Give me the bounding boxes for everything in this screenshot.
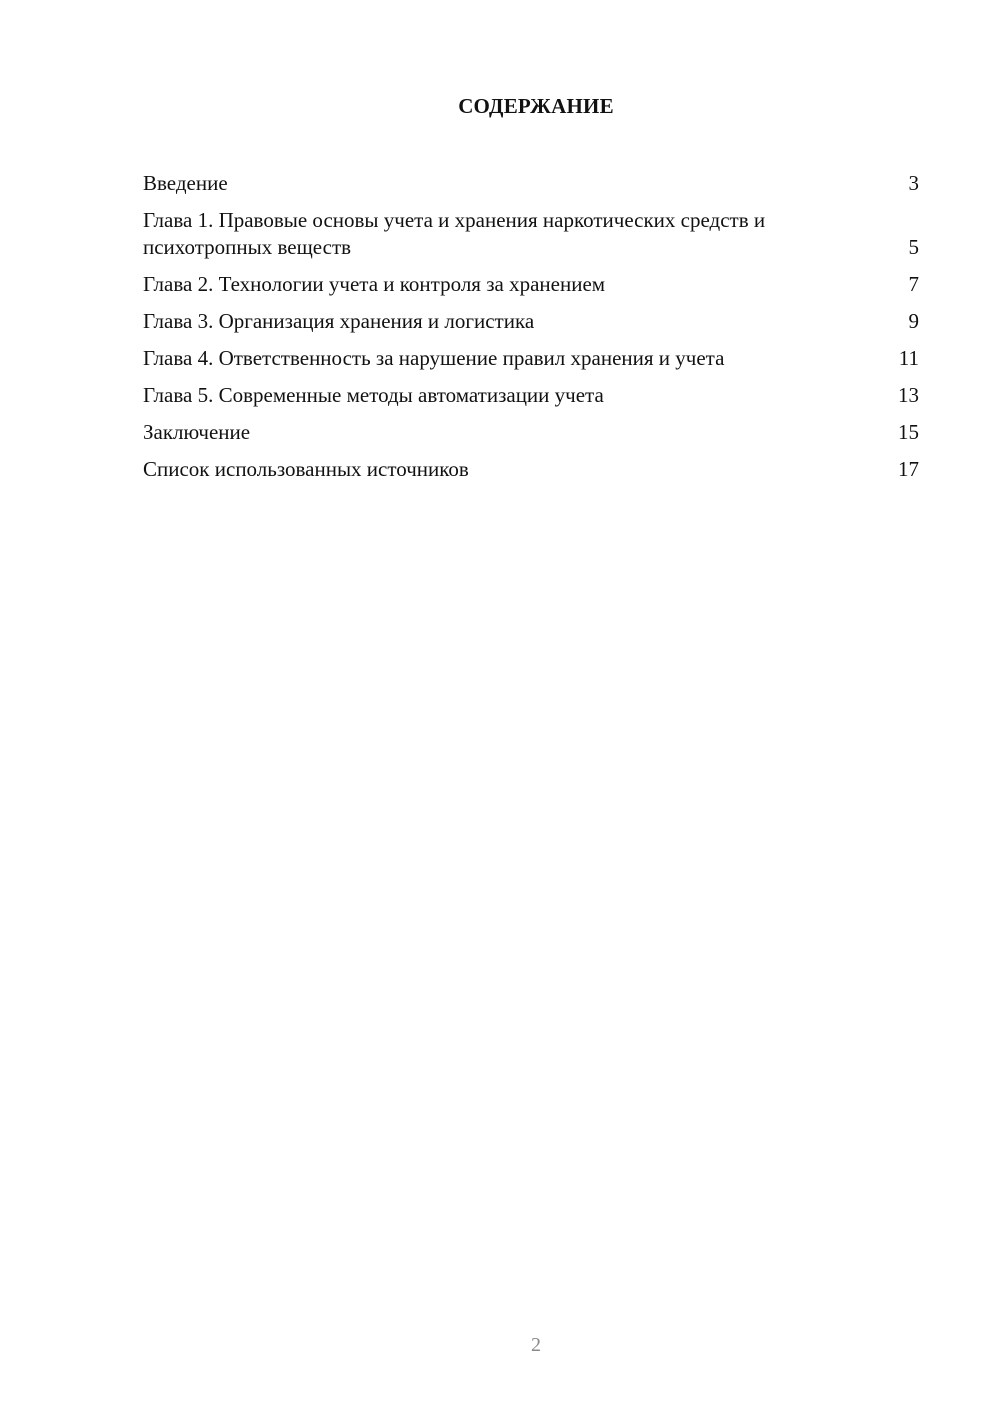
toc-entry-chapter-5[interactable] (143, 382, 919, 409)
toc-entry-label: Глава 3. Организация хранения и логистика (143, 309, 535, 333)
toc-entry-introduction[interactable] (143, 170, 919, 197)
toc-entry-label: Глава 5. Современные методы автоматизации учета (143, 383, 604, 407)
toc-entry-label: Введение (143, 171, 228, 195)
table-of-contents (143, 170, 919, 493)
toc-entry-chapter-1[interactable] (143, 207, 919, 261)
toc-entry-page: 5 (908, 235, 919, 259)
page-number: 2 (531, 1334, 541, 1356)
toc-entry-page: 9 (908, 309, 919, 333)
toc-entry-chapter-2[interactable] (143, 271, 919, 298)
toc-entry-page: 3 (908, 171, 919, 195)
toc-entry-page: 13 (898, 383, 919, 407)
page-title: СОДЕРЖАНИЕ (458, 94, 614, 118)
toc-entry-label: Глава 4. Ответственность за нарушение правил хранения и учета (143, 346, 725, 370)
toc-entry-page: 17 (898, 457, 919, 481)
toc-entry-page: 7 (908, 272, 919, 296)
toc-entry-label: Глава 1. Правовые основы учета и хранения наркотических средств и психотропных веществ (143, 208, 766, 259)
toc-entry-label: Список использованных источников (143, 457, 469, 481)
toc-entry-conclusion[interactable] (143, 419, 919, 446)
toc-entry-chapter-3[interactable] (143, 308, 919, 335)
toc-entry-page: 11 (898, 346, 919, 370)
toc-entry-chapter-4[interactable] (143, 345, 919, 372)
toc-entry-label: Заключение (143, 420, 251, 444)
toc-entry-references[interactable] (143, 456, 919, 483)
toc-entry-label: Глава 2. Технологии учета и контроля за хранением (143, 272, 606, 296)
toc-entry-page: 15 (898, 420, 919, 444)
